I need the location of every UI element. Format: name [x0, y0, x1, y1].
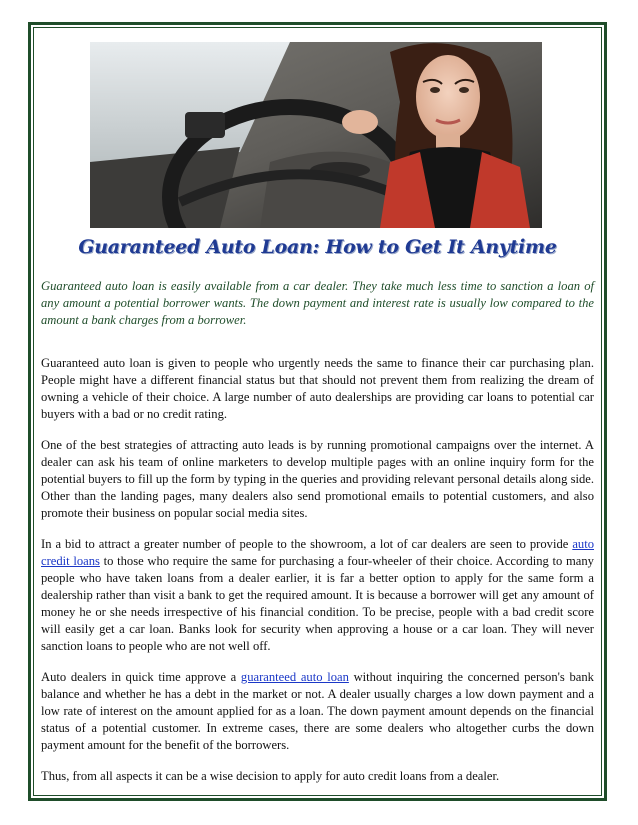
page-title: Guaranteed Auto Loan: How to Get It Anytime	[78, 236, 557, 258]
hero-image	[90, 42, 542, 228]
paragraph-4-start: Auto dealers in quick time approve a	[41, 670, 241, 684]
paragraph-4-end: without inquiring the concerned person's bank balance and whether he has a debt in the market or not. A dealer usually charges a low down payment and a low rate of interest on the amount applied for as a loan. The down payment amount depends on the financial status of a potential customer. In extreme cases, there are some dealers who altogether curbs the down payment amount for the benefit of the borrowers.	[41, 670, 594, 752]
intro-paragraph: Guaranteed auto loan is easily available from a car dealer. They take much less time to sanction a loan of any amount a potential borrower wants. The down payment and interest rate is usually low compared to the amount a bank charges from a borrower.	[41, 279, 594, 327]
paragraph-5: Thus, from all aspects it can be a wise decision to apply for auto credit loans from a dealer.	[41, 769, 500, 783]
paragraph-3-end: to those who require the same for purchasing a four-wheeler of their choice. According to many people who have taken loans from a dealer earlier, it is far a better option to apply for the same form a dealership rather than visit a bank to get the required amount. It is because a borrower will get any amount of money he or she needs irrespective of his financial condition. To be precise, people with a bad credit score will easily get a car loan. Banks look for security when approving a house or a car loan. They will never sanction loans to people who are not well off.	[41, 554, 594, 653]
guaranteed-auto-loan-link[interactable]: guaranteed auto loan	[240, 670, 349, 684]
article-body	[41, 355, 594, 799]
auto-credit-loans-link[interactable]: auto credit loans	[41, 537, 594, 568]
paragraph-4	[41, 669, 594, 754]
paragraph-3	[41, 536, 594, 655]
paragraph-1: Guaranteed auto loan is given to people who urgently needs the same to finance their car purchasing plan. People might have a different financial status but that should not prevent them from realizing the dream of owning a vehicle of their choice. A large number of auto dealerships are providing car loans to potential car buyers with a bad or no credit rating.	[41, 356, 594, 421]
paragraph-2: One of the best strategies of attracting auto leads is by running promotional campaigns over the internet. A dealer can ask his team of online marketers to develop multiple pages with an online inquiry form for the potential buyers to fill up the form by typing in the queries and providing relevant personal details along side. Other than the landing pages, many dealers also send promotional emails to potential customers, and also promote their business on popular social media sites.	[41, 438, 594, 520]
woman-driving-car-photo-icon	[90, 42, 542, 228]
paragraph-3-start: In a bid to attract a greater number of people to the showroom, a lot of car dealers are seen to provide	[41, 537, 573, 551]
